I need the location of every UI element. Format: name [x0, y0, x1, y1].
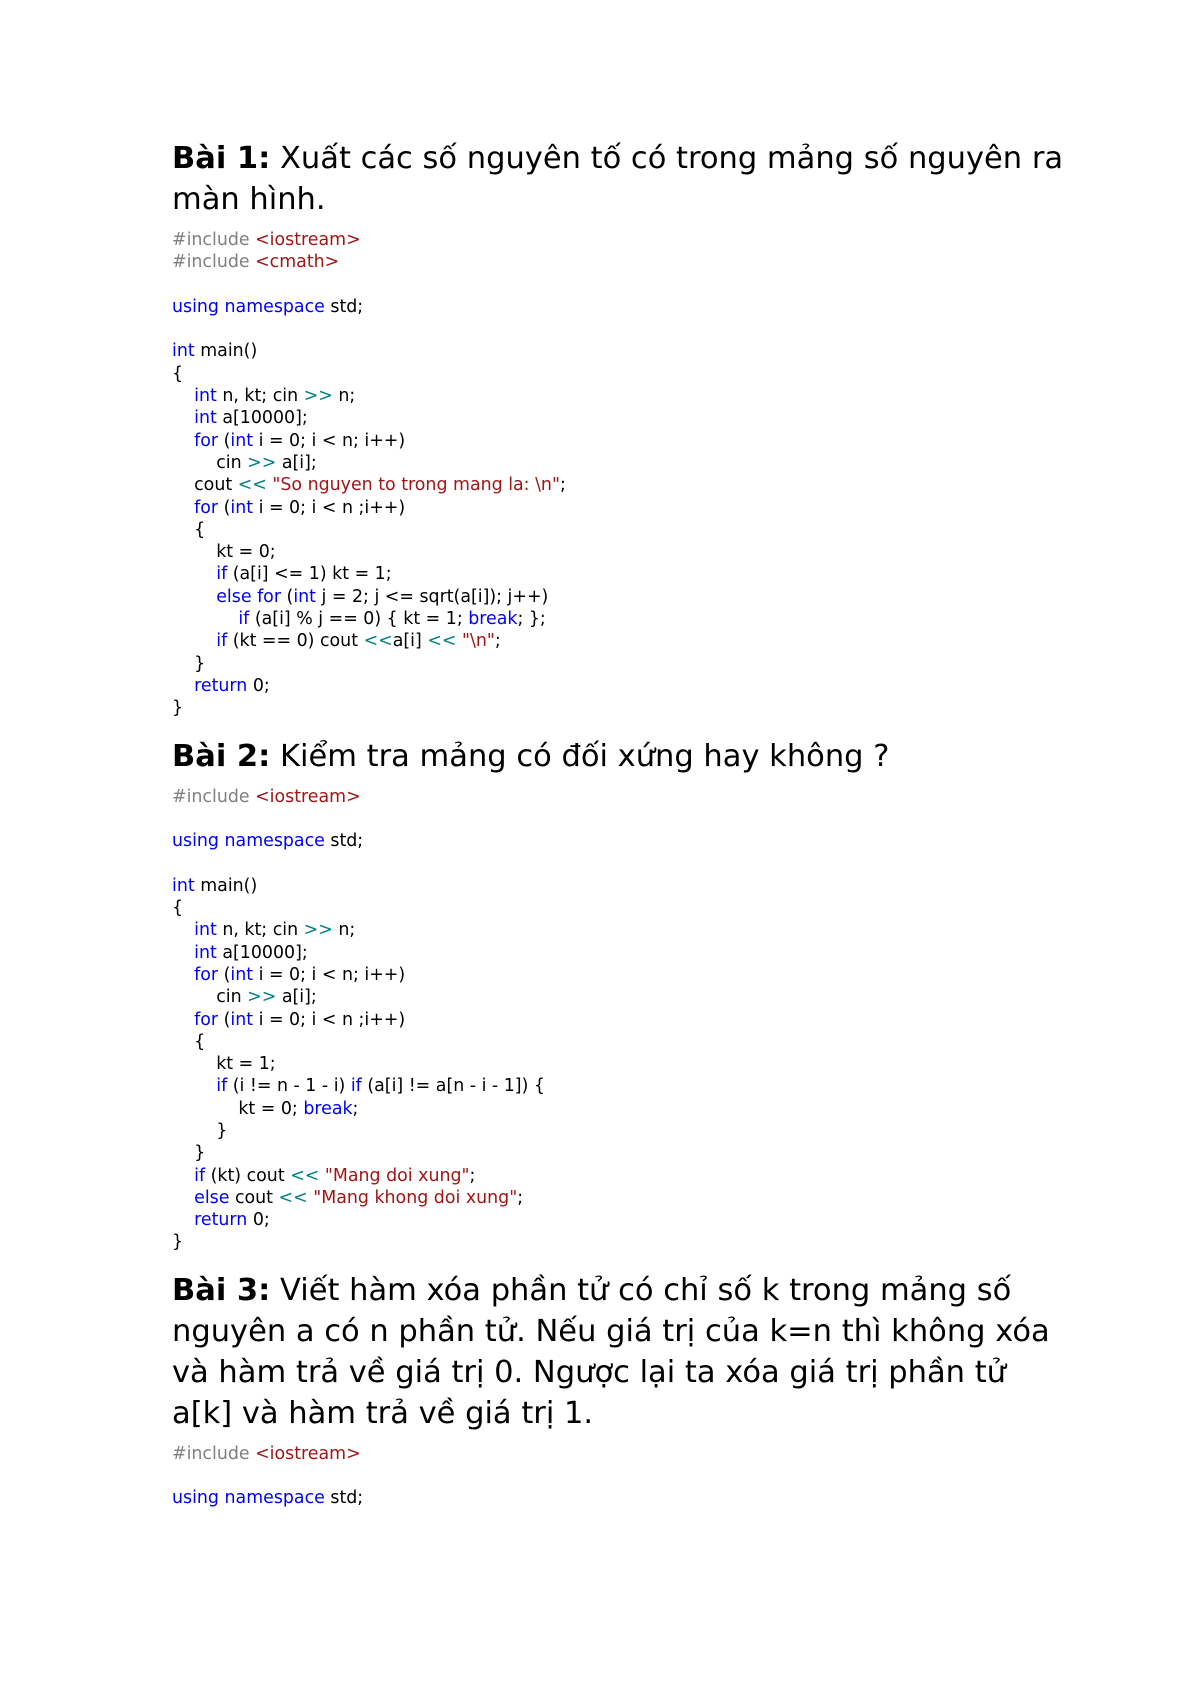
code-keyword: return: [194, 675, 248, 696]
code-line: [172, 274, 1072, 296]
code-line: [172, 786, 1072, 808]
code-text: }: [172, 653, 206, 674]
exercise-title: Xuất các số nguyên tố có trong mảng số nguyên ra màn hình.: [172, 141, 1064, 217]
code-text: [172, 1188, 194, 1208]
code-text: ;: [494, 631, 501, 652]
code-text: [172, 1010, 194, 1030]
code-text: [172, 609, 238, 629]
code-operator: <<: [363, 631, 393, 652]
code-text: (: [218, 430, 231, 451]
code-line: [172, 675, 1072, 697]
code-line: [172, 340, 1072, 362]
code-operator: <<: [278, 1187, 308, 1208]
code-line: [172, 497, 1072, 519]
code-keyword: for: [194, 1009, 219, 1030]
code-text: cin: [172, 987, 248, 1008]
code-keyword: int: [230, 1009, 254, 1030]
code-keyword: else: [216, 586, 252, 607]
code-text: (kt) cout: [205, 1165, 291, 1186]
code-line: [172, 407, 1072, 429]
code-keyword: int: [230, 964, 254, 985]
exercise-1: [172, 138, 1072, 720]
code-text: (a[i] % j == 0) { kt = 1;: [249, 609, 469, 630]
code-line: [172, 430, 1072, 452]
code-line: [172, 1009, 1072, 1031]
exercise-label: Bài 3:: [172, 1272, 271, 1308]
code-text: ;: [517, 1187, 524, 1208]
code-text: main(): [194, 341, 258, 362]
code-text: [172, 431, 194, 451]
code-line: [172, 385, 1072, 407]
code-text: ; };: [517, 609, 546, 630]
code-keyword: if: [350, 1076, 362, 1097]
code-block: [172, 1443, 1072, 1510]
code-keyword: using: [172, 296, 219, 317]
code-text: }: [172, 1232, 184, 1253]
code-keyword: for: [257, 586, 281, 607]
code-string: <iostream>: [255, 230, 361, 250]
code-preprocessor: #include: [172, 786, 256, 807]
code-line: [172, 808, 1072, 830]
code-line: [172, 474, 1072, 496]
code-line: [172, 1031, 1072, 1053]
code-line: [172, 1187, 1072, 1209]
code-keyword: if: [194, 1165, 206, 1186]
code-line: [172, 1142, 1072, 1164]
code-text: (a[i] <= 1) kt = 1;: [227, 564, 392, 585]
code-keyword: using: [172, 1488, 219, 1509]
code-line: [172, 229, 1072, 251]
code-text: [172, 498, 194, 518]
code-line: [172, 1120, 1072, 1142]
code-line: [172, 630, 1072, 652]
code-text: (: [218, 497, 231, 518]
code-text: cin: [172, 452, 248, 473]
code-text: }: [172, 1120, 228, 1141]
code-text: cout: [229, 1187, 279, 1208]
code-text: i = 0; i < n; i++): [253, 430, 406, 451]
code-text: i = 0; i < n ;i++): [253, 1009, 406, 1030]
code-keyword: if: [216, 631, 228, 652]
code-text: [172, 1076, 216, 1096]
code-line: [172, 586, 1072, 608]
code-text: {: [172, 519, 206, 540]
code-text: n;: [332, 386, 356, 407]
code-operator: >>: [303, 920, 333, 941]
code-keyword: for: [194, 497, 219, 518]
code-keyword: int: [194, 408, 217, 429]
code-text: [172, 1166, 194, 1186]
code-text: n, kt; cin: [216, 920, 304, 941]
code-line: [172, 697, 1072, 719]
code-text: a[10000];: [216, 408, 308, 429]
code-text: (kt == 0) cout: [227, 631, 364, 652]
code-preprocessor: #include: [172, 1443, 256, 1464]
code-text: [172, 676, 194, 696]
code-keyword: if: [216, 564, 228, 585]
code-line: [172, 363, 1072, 385]
code-text: 0;: [247, 675, 270, 696]
exercise-3: [172, 1270, 1072, 1510]
exercise-title: Viết hàm xóa phần tử có chỉ số k trong mảng số nguyên a có n phần tử. Nếu giá trị của k=n thì không xóa và hàm trả về giá trị 0. Ngược lại ta xóa giá trị phần tử a[k] và hàm trả về giá trị 1.: [172, 1272, 1050, 1431]
code-string: "\n": [462, 631, 495, 652]
code-text: 0;: [247, 1210, 270, 1231]
code-line: [172, 1209, 1072, 1231]
code-text: a[10000];: [216, 942, 308, 963]
code-text: j = 2; j <= sqrt(a[i]); j++): [316, 586, 549, 607]
code-line: [172, 1053, 1072, 1075]
code-line: [172, 830, 1072, 852]
code-text: ;: [352, 1098, 359, 1119]
code-line: [172, 608, 1072, 630]
code-text: [172, 386, 194, 406]
code-operator: >>: [247, 987, 277, 1008]
code-line: [172, 897, 1072, 919]
code-text: n, kt; cin: [216, 386, 304, 407]
code-keyword: break: [468, 609, 518, 630]
code-keyword: int: [293, 586, 316, 607]
code-line: [172, 318, 1072, 340]
code-line: [172, 1165, 1072, 1187]
code-operator: >>: [303, 386, 333, 407]
code-keyword: int: [194, 386, 217, 407]
code-line: [172, 1487, 1072, 1509]
code-keyword: if: [238, 609, 250, 630]
code-keyword: int: [194, 920, 217, 941]
code-text: {: [172, 363, 184, 384]
code-preprocessor: #include: [172, 252, 256, 273]
code-keyword: int: [230, 497, 254, 518]
code-text: cout: [172, 475, 238, 496]
code-text: [172, 631, 216, 651]
code-keyword: using: [172, 831, 219, 852]
code-line: [172, 986, 1072, 1008]
code-text: main(): [194, 875, 258, 896]
code-line: [172, 1443, 1072, 1465]
code-text: a[i];: [276, 452, 317, 473]
code-text: [172, 965, 194, 985]
code-line: [172, 296, 1072, 318]
code-line: [172, 519, 1072, 541]
code-text: a[i];: [276, 987, 317, 1008]
code-line: [172, 964, 1072, 986]
code-operator: <<: [290, 1165, 320, 1186]
code-text: {: [172, 1031, 206, 1052]
code-string: "Mang doi xung": [324, 1165, 470, 1186]
code-string: <iostream>: [255, 786, 361, 807]
code-text: }: [172, 1143, 206, 1164]
code-text: }: [172, 698, 184, 719]
code-text: [172, 920, 194, 940]
code-text: kt = 1;: [172, 1054, 276, 1075]
code-text: [172, 587, 216, 607]
code-preprocessor: #include: [172, 230, 256, 250]
code-keyword: namespace: [224, 296, 325, 317]
code-line: [172, 1098, 1072, 1120]
code-line: [172, 541, 1072, 563]
code-line: [172, 1465, 1072, 1487]
exercise-label: Bài 1:: [172, 141, 271, 176]
code-text: i = 0; i < n ;i++): [253, 497, 406, 518]
code-keyword: if: [216, 1076, 228, 1097]
code-text: std;: [324, 1488, 364, 1509]
code-keyword: for: [194, 964, 219, 985]
code-block: [172, 229, 1072, 720]
code-keyword: int: [230, 430, 254, 451]
code-line: [172, 942, 1072, 964]
code-line: [172, 919, 1072, 941]
code-string: "So nguyen to trong mang la: \n": [272, 475, 560, 496]
code-keyword: else: [194, 1187, 230, 1208]
exercise-title: Kiểm tra mảng có đối xứng hay không ?: [270, 738, 890, 774]
code-string: "Mang khong doi xung": [313, 1187, 518, 1208]
code-text: [172, 943, 194, 963]
code-line: [172, 452, 1072, 474]
code-operator: <<: [427, 631, 457, 652]
code-text: kt = 0;: [172, 1098, 304, 1119]
code-text: n;: [332, 920, 356, 941]
code-text: (a[i] != a[n - i - 1]) {: [361, 1076, 545, 1097]
code-keyword: for: [194, 430, 219, 451]
code-text: ;: [469, 1165, 476, 1186]
code-line: [172, 251, 1072, 273]
code-operator: >>: [247, 452, 277, 473]
code-line: [172, 852, 1072, 874]
code-text: (i != n - 1 - i): [227, 1076, 351, 1097]
code-text: [172, 564, 216, 584]
code-keyword: int: [172, 875, 195, 896]
exercise-heading: [172, 138, 1072, 220]
code-text: [172, 408, 194, 428]
code-keyword: int: [172, 341, 195, 362]
code-block: [172, 786, 1072, 1254]
code-text: (: [218, 964, 231, 985]
exercise-2: [172, 736, 1072, 1254]
document-content: [172, 138, 1072, 1526]
code-keyword: break: [303, 1098, 353, 1119]
code-text: std;: [324, 831, 364, 852]
code-string: <cmath>: [255, 252, 340, 273]
code-keyword: return: [194, 1210, 248, 1231]
code-text: (: [218, 1009, 231, 1030]
code-text: kt = 0;: [172, 542, 276, 563]
code-text: {: [172, 898, 184, 919]
code-text: i = 0; i < n; i++): [253, 964, 406, 985]
code-text: (: [280, 586, 294, 607]
code-line: [172, 1231, 1072, 1253]
code-text: [172, 1210, 194, 1230]
code-line: [172, 1075, 1072, 1097]
code-keyword: namespace: [224, 1488, 325, 1509]
code-text: ;: [559, 475, 566, 496]
code-text: a[i]: [392, 631, 428, 652]
code-text: std;: [324, 296, 364, 317]
code-string: <iostream>: [255, 1443, 361, 1464]
exercise-heading: [172, 736, 1072, 777]
exercise-heading: [172, 1270, 1072, 1434]
code-keyword: int: [194, 942, 217, 963]
code-line: [172, 653, 1072, 675]
exercise-label: Bài 2:: [172, 738, 271, 774]
code-keyword: namespace: [224, 831, 325, 852]
code-operator: <<: [237, 475, 267, 496]
code-line: [172, 875, 1072, 897]
code-line: [172, 563, 1072, 585]
